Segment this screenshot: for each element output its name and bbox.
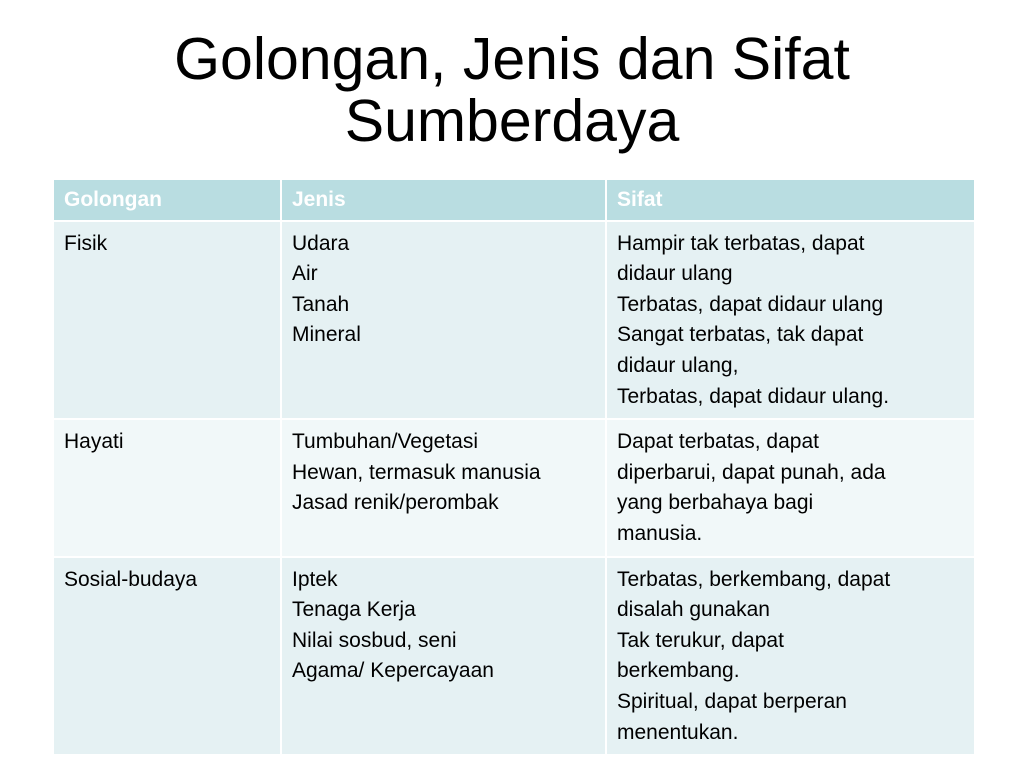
resource-table-container bbox=[52, 178, 974, 756]
jenis-line: Iptek bbox=[292, 567, 338, 591]
cell-sifat bbox=[606, 557, 975, 756]
cell-golongan: Hayati bbox=[53, 419, 281, 556]
resource-table bbox=[52, 178, 976, 756]
sifat-line: Sangat terbatas, tak dapat bbox=[617, 323, 864, 347]
sifat-line: manusia. bbox=[617, 521, 703, 545]
jenis-line: Agama/ Kepercayaan bbox=[292, 659, 494, 683]
sifat-line: Hampir tak terbatas, dapat bbox=[617, 231, 865, 255]
slide-title bbox=[0, 28, 1024, 152]
column-header-sifat: Sifat bbox=[606, 179, 975, 221]
sifat-line: Tak terukur, dapat bbox=[617, 628, 784, 652]
cell-golongan: Sosial-budaya bbox=[53, 557, 281, 756]
column-header-golongan: Golongan bbox=[53, 179, 281, 221]
sifat-line: Terbatas, berkembang, dapat bbox=[617, 567, 891, 591]
cell-jenis bbox=[281, 419, 606, 556]
table-row-hayati bbox=[53, 419, 975, 556]
jenis-line: Tanah bbox=[292, 292, 350, 316]
cell-sifat bbox=[606, 221, 975, 420]
table-row-sosial-budaya bbox=[53, 557, 975, 756]
jenis-line: Hewan, termasuk manusia bbox=[292, 460, 541, 484]
cell-sifat bbox=[606, 419, 975, 556]
sifat-line: didaur ulang, bbox=[617, 353, 739, 377]
jenis-line: Tumbuhan/Vegetasi bbox=[292, 430, 479, 454]
sifat-line: yang berbahaya bagi bbox=[617, 491, 814, 515]
jenis-line: Tenaga Kerja bbox=[292, 598, 416, 622]
jenis-line: Air bbox=[292, 262, 318, 286]
jenis-line: Nilai sosbud, seni bbox=[292, 628, 457, 652]
sifat-line: Terbatas, dapat didaur ulang bbox=[617, 292, 884, 316]
sifat-line: berkembang. bbox=[617, 659, 740, 683]
jenis-line: Jasad renik/perombak bbox=[292, 491, 499, 515]
slide-title-line-1: Golongan, Jenis dan Sifat bbox=[174, 26, 850, 92]
jenis-line: Udara bbox=[292, 231, 350, 255]
sifat-line: menentukan. bbox=[617, 720, 739, 744]
column-header-jenis: Jenis bbox=[281, 179, 606, 221]
cell-golongan: Fisik bbox=[53, 221, 281, 420]
sifat-line: Dapat terbatas, dapat bbox=[617, 430, 819, 454]
sifat-line: diperbarui, dapat punah, ada bbox=[617, 460, 886, 484]
table-row-fisik bbox=[53, 221, 975, 420]
cell-jenis bbox=[281, 221, 606, 420]
table-header-row bbox=[53, 179, 975, 221]
sifat-line: disalah gunakan bbox=[617, 598, 770, 622]
slide-title-line-2: Sumberdaya bbox=[344, 88, 680, 154]
sifat-line: Spiritual, dapat berperan bbox=[617, 689, 847, 713]
sifat-line: Terbatas, dapat didaur ulang. bbox=[617, 384, 890, 408]
jenis-line: Mineral bbox=[292, 323, 361, 347]
cell-jenis bbox=[281, 557, 606, 756]
sifat-line: didaur ulang bbox=[617, 262, 733, 286]
